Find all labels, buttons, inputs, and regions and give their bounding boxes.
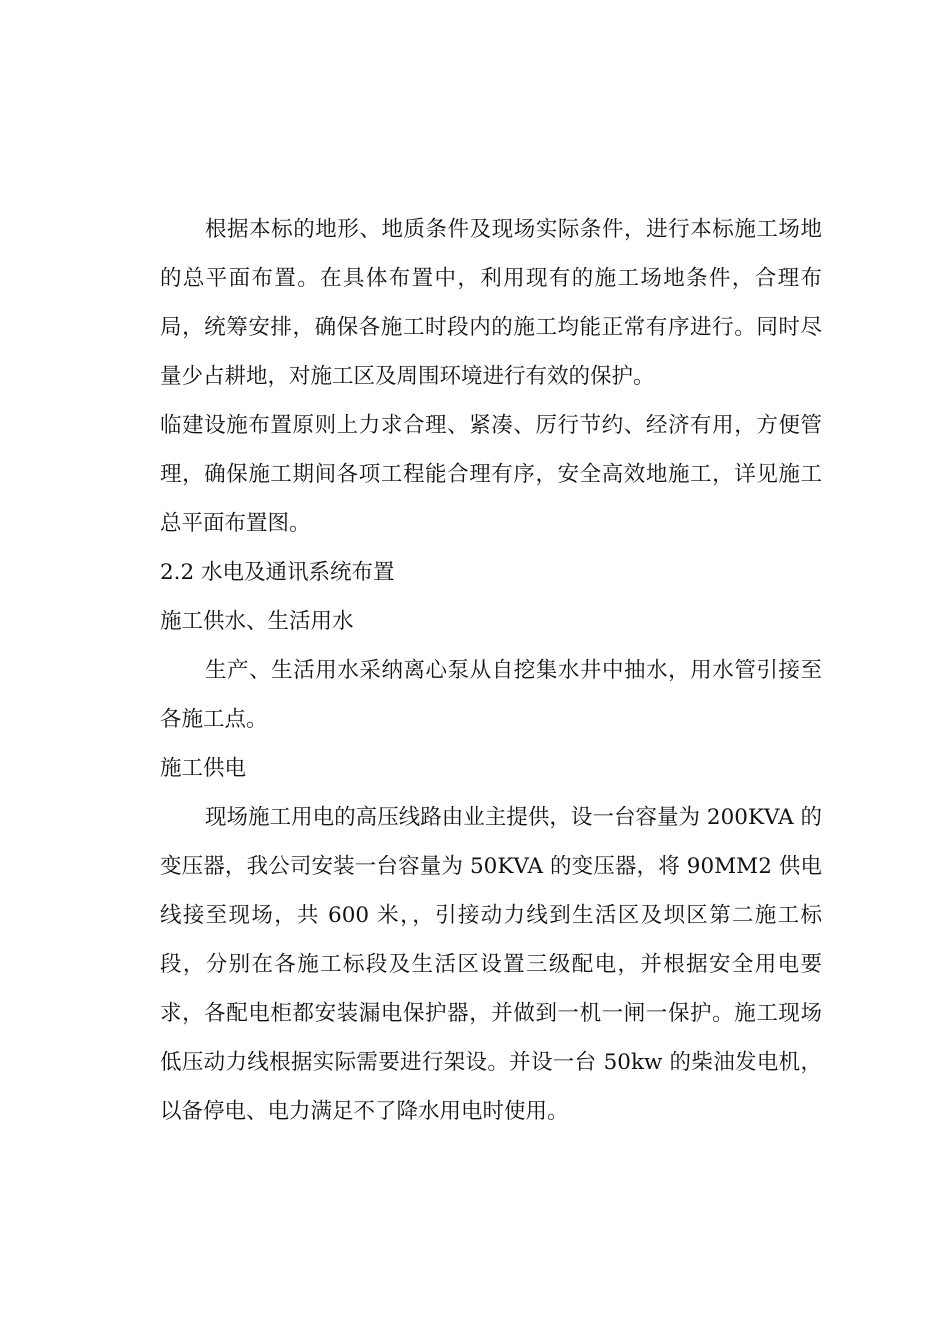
power-supply-paragraph: 现场施工用电的高压线路由业主提供，设一台容量为 200KVA 的变压器，我公司安装一台容量为 50KVA 的变压器，将 90MM2 供电线接至现场，共 600 米，，引接动力线到生活区及坝区第二施工标段，分别在各施工标段及生活区设置三级配电，并根据安全用电要求，各配电柜都安装漏电保护器，并做到一机一闸一保护。施工现场低压动力线根据实际需要进行架设。并设一台 50kw 的柴油发电机，以备停电、电力满足不了降水用电时使用。 [160, 805, 822, 1124]
power-supply-heading: 施工供电 [160, 756, 247, 781]
water-supply-heading: 施工供水、生活用水 [160, 609, 354, 634]
document-body [160, 205, 822, 1136]
section-heading: 2.2 水电及通讯系统布置 [160, 560, 395, 585]
layout-principle-paragraph: 临建设施布置原则上力求合理、紧凑、厉行节约、经济有用，方便管理，确保施工期间各项工程能合理有序，安全高效地施工，详见施工总平面布置图。 [160, 413, 822, 536]
intro-paragraph: 根据本标的地形、地质条件及现场实际条件，进行本标施工场地的总平面布置。在具体布置中，利用现有的施工场地条件，合理布局，统筹安排，确保各施工时段内的施工均能正常有序进行。同时尽量少占耕地，对施工区及周围环境进行有效的保护。 [160, 217, 822, 389]
water-supply-paragraph: 生产、生活用水采纳离心泵从自挖集水井中抽水，用水管引接至各施工点。 [160, 658, 822, 732]
